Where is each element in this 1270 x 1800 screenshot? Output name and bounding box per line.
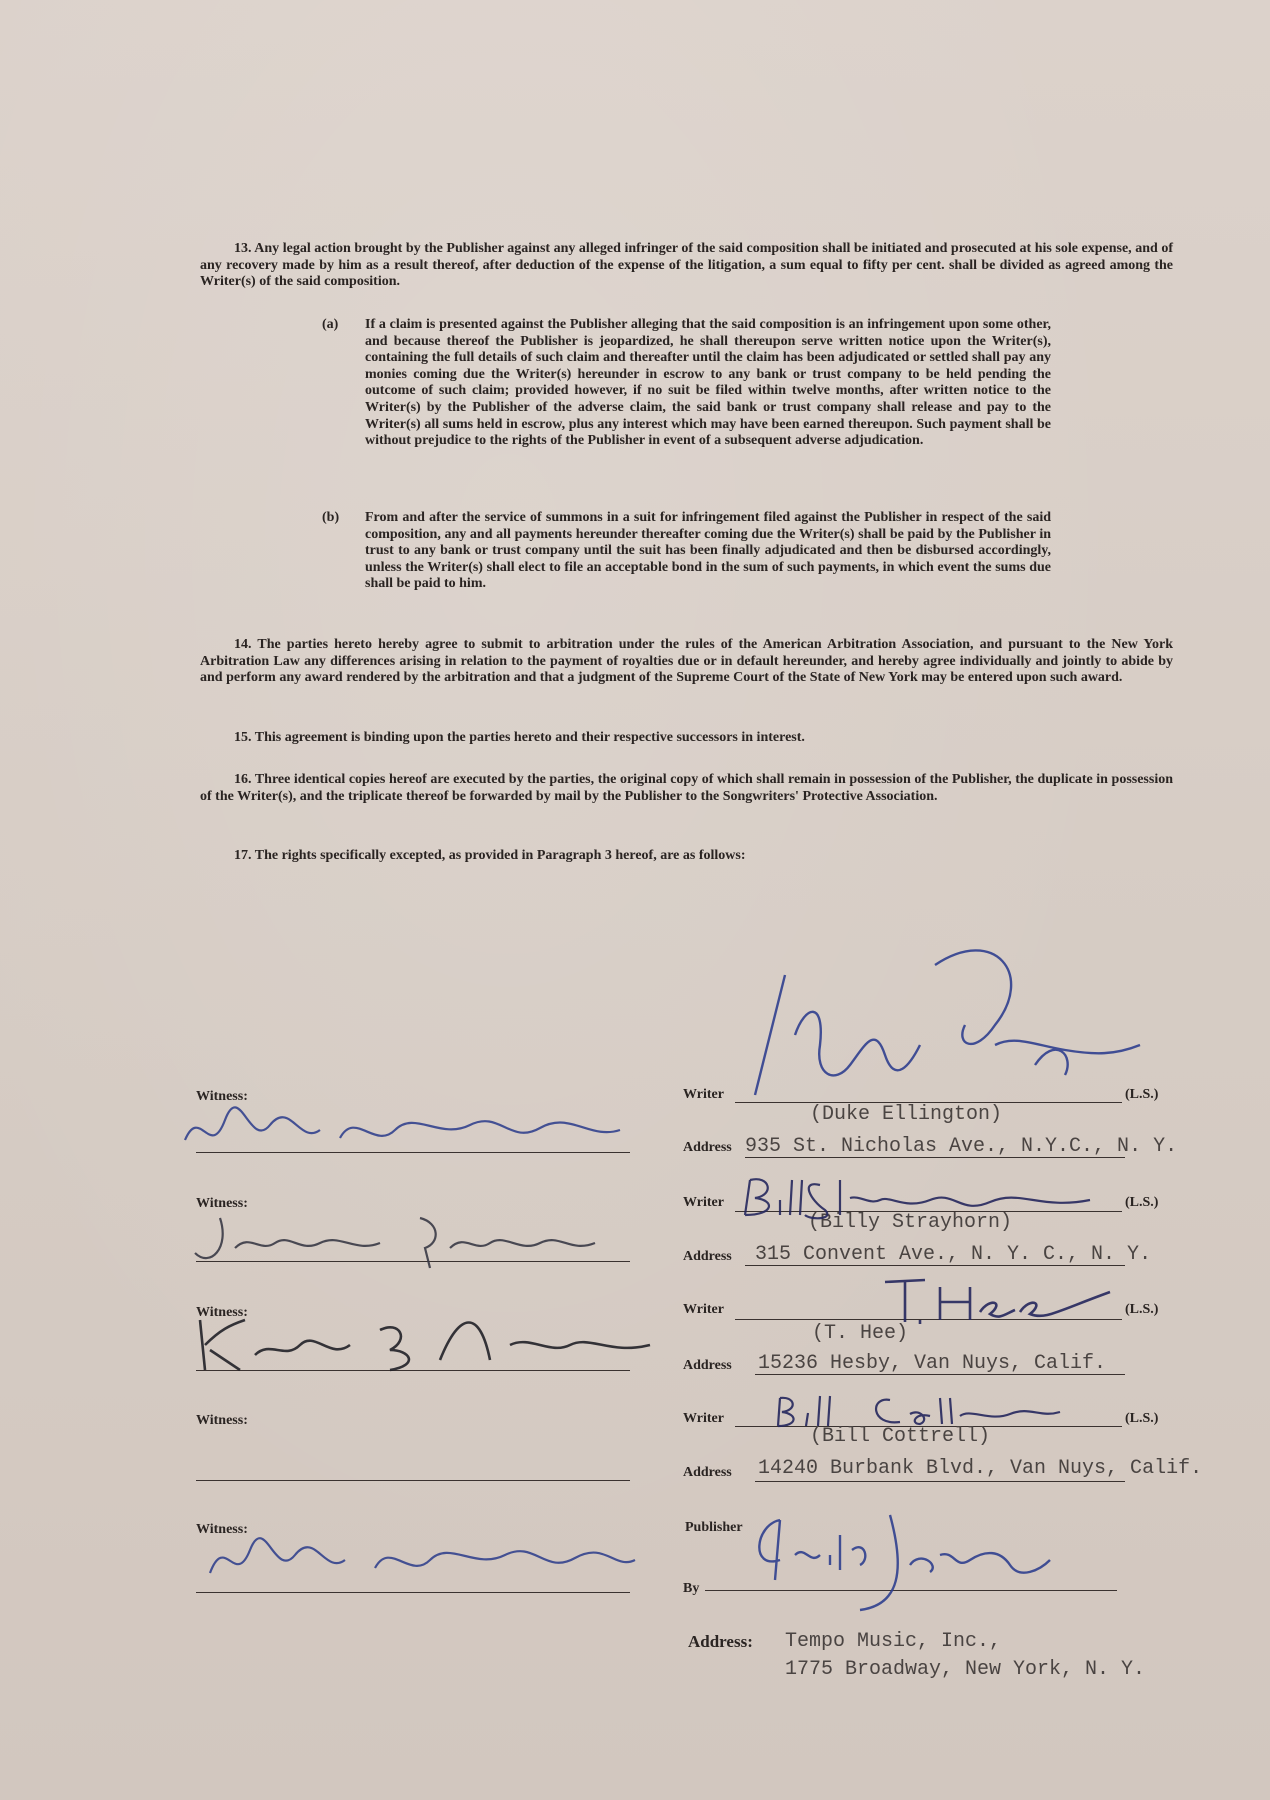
- writer-label-3: Writer: [683, 1302, 724, 1317]
- witness-label-5: Witness:: [196, 1522, 248, 1537]
- paragraph-13: 13. Any legal action brought by the Publisher against any alleged infringer of the said composition shall be initiated and prosecuted at his sole expense, and of any recovery made by him as a result thereof, after deduction of the expense of the litigation, a sum equal to fifty per cent. shall be divided as agreed among the Writer(s) of the said composition.: [200, 241, 1173, 290]
- witness-label-4: Witness:: [196, 1413, 248, 1428]
- address-label-1: Address: [683, 1140, 732, 1155]
- address-label-3: Address: [683, 1358, 732, 1373]
- witness-line-5: [196, 1592, 630, 1593]
- ls-label-1: (L.S.): [1125, 1087, 1159, 1102]
- writer-name-1: (Duke Ellington): [810, 1103, 1003, 1126]
- ls-label-4: (L.S.): [1125, 1411, 1159, 1426]
- publisher-address-line-1: Tempo Music, Inc.,: [785, 1630, 1002, 1653]
- ls-label-2: (L.S.): [1125, 1195, 1159, 1210]
- publisher-address-label: Address:: [688, 1632, 753, 1651]
- witness-label-3: Witness:: [196, 1305, 248, 1320]
- paragraph-16: 16. Three identical copies hereof are executed by the parties, the original copy of which shall remain in possession of the Publisher, the duplicate in possession of the Writer(s), and the triplicate thereof be forwarded by mail by the Publisher to the Songwriters' Protective Association.: [200, 772, 1173, 804]
- publisher-label: Publisher: [685, 1520, 743, 1535]
- writer-address-1: 935 St. Nicholas Ave., N.Y.C., N. Y.: [745, 1135, 1178, 1158]
- publisher-address-line-2: 1775 Broadway, New York, N. Y.: [785, 1658, 1146, 1681]
- writer-name-4: (Bill Cottrell): [810, 1425, 991, 1448]
- address-label-4: Address: [683, 1465, 732, 1480]
- writer-label-4: Writer: [683, 1411, 724, 1426]
- writer-name-2: (Billy Strayhorn): [808, 1211, 1013, 1234]
- witness-label-2: Witness:: [196, 1196, 248, 1211]
- writer-address-2: 315 Convent Ave., N. Y. C., N. Y.: [755, 1243, 1152, 1266]
- address-line-4: [755, 1481, 1125, 1482]
- address-label-2: Address: [683, 1249, 732, 1264]
- witness-line-4: [196, 1480, 630, 1481]
- clause-b-label: (b): [322, 510, 340, 525]
- writer-label-1: Writer: [683, 1087, 724, 1102]
- writer-address-3: 15236 Hesby, Van Nuys, Calif.: [758, 1352, 1107, 1375]
- witness-label-1: Witness:: [196, 1089, 248, 1104]
- by-label: By: [683, 1581, 700, 1596]
- paragraph-14: 14. The parties hereto hereby agree to submit to arbitration under the rules of the American Arbitration Association, and pursuant to the New York Arbitration Law any differences arising in relation to the payment of royalties due or in default hereunder, and hereby agree individually and jointly to abide by and perform any award rendered by the arbitration and that a judgment of the Supreme Court of the State of New York may be entered upon such award.: [200, 637, 1173, 686]
- clause-13a: If a claim is presented against the Publisher alleging that the said composition is an infringement upon some other, and because thereof the Publisher is jeopardized, he shall thereupon serve written notice upon the Writer(s), containing the full details of such claim and thereafter until the claim has been adjudicated or settled shall pay any monies coming due the Writer(s) hereunder in escrow to any bank or trust company to be held pending the outcome of such claim; provided however, if no suit be filed within twelve months, after written notice to the Writer(s) by the Publisher of the adverse claim, the said bank or trust company shall release and pay to the Writer(s) all sums held in escrow, plus any interest which may have been earned thereupon. Such payment shall be without prejudice to the rights of the Publisher in event of a subsequent adverse adjudication.: [365, 317, 1051, 449]
- writer-name-3: (T. Hee): [812, 1322, 909, 1345]
- paragraph-15: 15. This agreement is binding upon the parties hereto and their respective successors in interest.: [234, 730, 805, 745]
- paragraph-17: 17. The rights specifically excepted, as provided in Paragraph 3 hereof, are as follows:: [234, 848, 746, 863]
- clause-a-label: (a): [322, 317, 339, 332]
- clause-13b: From and after the service of summons in a suit for infringement filed against the Publisher in respect of the said composition, any and all payments hereunder thereafter coming due the Writer(s) shall be paid by the Publisher in trust to any bank or trust company until the suit has been finally adjudicated and then be disbursed accordingly, unless the Writer(s) shall elect to file an acceptable bond in the sum of such payments, in which event the sums due shall be paid to him.: [365, 510, 1051, 592]
- ls-label-3: (L.S.): [1125, 1302, 1159, 1317]
- writer-label-2: Writer: [683, 1195, 724, 1210]
- writer-address-4: 14240 Burbank Blvd., Van Nuys, Calif.: [758, 1457, 1203, 1480]
